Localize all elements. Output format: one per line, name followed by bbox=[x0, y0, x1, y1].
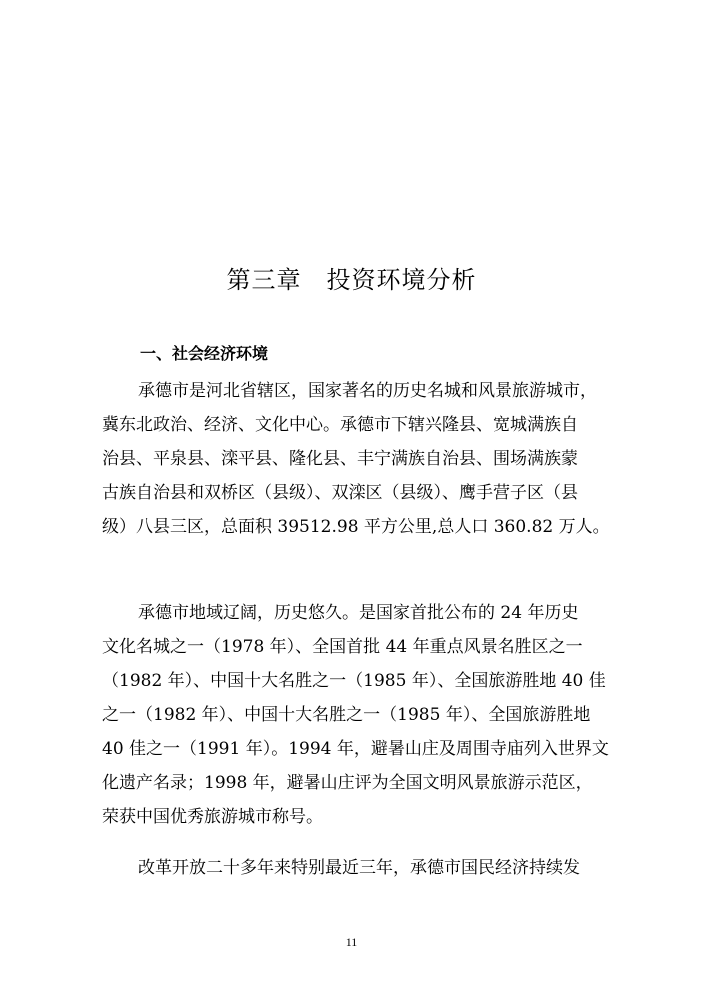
text-line: 荣获中国优秀旅游城市称号。 bbox=[102, 807, 323, 827]
text-line: 改革开放二十多年来特别最近三年，承德市国民经济持续发 bbox=[138, 858, 580, 878]
section-heading: 一、社会经济环境 bbox=[140, 344, 269, 363]
text-line: 文化名城之一（1978 年）、全国首批 44 年重点风景名胜区之一 bbox=[102, 637, 583, 657]
text-line: 化遗产名录；1998 年，避暑山庄评为全国文明风景旅游示范区， bbox=[102, 773, 593, 793]
paragraph-admin-overview bbox=[102, 374, 642, 544]
text-line: 冀东北政治、经济、文化中心。承德市下辖兴隆县、宽城满族自 bbox=[102, 415, 578, 435]
text-line: （1982 年）、中国十大名胜之一（1985 年）、全国旅游胜地 40 佳 bbox=[102, 671, 606, 691]
text-line: 级）八县三区，总面积 39512.98 平方公里,总人口 360.82 万人。 bbox=[102, 517, 610, 537]
text-line: 之一（1982 年）、中国十大名胜之一（1985 年）、全国旅游胜地 bbox=[102, 705, 591, 725]
text-line: 治县、平泉县、滦平县、隆化县、丰宁满族自治县、围场满族蒙 bbox=[102, 449, 578, 469]
text-line: 承德市地域辽阔，历史悠久。是国家首批公布的 24 年历史 bbox=[138, 603, 579, 623]
paragraph-economy bbox=[102, 851, 642, 885]
text-line: 承德市是河北省辖区，国家著名的历史名城和风景旅游城市， bbox=[138, 381, 597, 401]
text-line: 40 佳之一（1991 年）。1994 年，避暑山庄及周围寺庙列入世界文 bbox=[102, 739, 609, 759]
page-number: 11 bbox=[345, 935, 358, 949]
paragraph-history bbox=[102, 596, 642, 834]
text-line: 古族自治县和双桥区（县级）、双滦区（县级）、鹰手营子区（县 bbox=[102, 483, 578, 503]
chapter-title: 第三章 投资环境分析 bbox=[226, 266, 477, 294]
